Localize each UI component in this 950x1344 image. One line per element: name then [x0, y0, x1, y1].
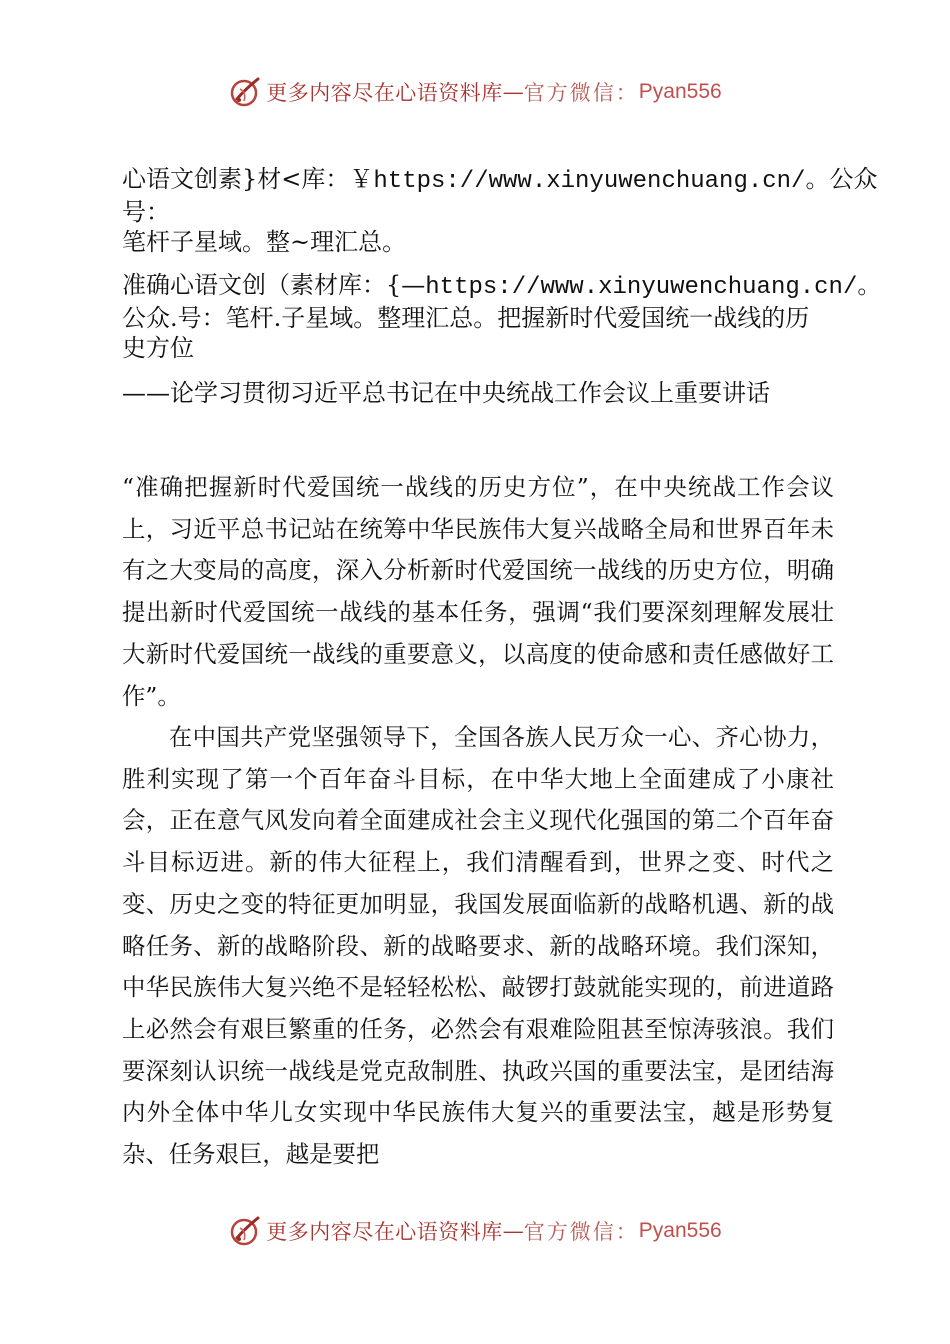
- footer-banner: [0, 1211, 950, 1251]
- source-note-2-suffix: 。: [857, 271, 882, 299]
- source-note-1: [122, 164, 882, 257]
- banner-separator: —: [502, 1219, 524, 1243]
- article-paragraph-1: “准确把握新时代爱国统一战线的历史方位”，在中央统战工作会议上，习近平总书记站在统筹中华民族伟大复兴战略全局和世界百年未有之大变局的高度，深入分析新时代爱国统一战线的历史方位，明确提出新时代爱国统一战线的基本任务，强调“我们要深刻理解发展壮大新时代爱国统一战线的重要意义，以高度的使命感和责任感做好工作”。: [122, 473, 834, 710]
- source-note-2-prefix: 准确心语文创（素材库：{—: [122, 271, 426, 299]
- source-note-1-prefix: 心语文创素}材<库：￥: [122, 165, 374, 193]
- source-url-1: https://www.xinyuwenchuang.cn/: [373, 168, 806, 195]
- source-note-2-line1: [122, 270, 882, 303]
- source-url-2: https://www.xinyuwenchuang.cn/: [425, 274, 858, 301]
- source-note-2-line3: 史方位: [122, 334, 194, 362]
- banner-text: 更多内容尽在心语资料库: [266, 1220, 503, 1244]
- source-note-2-line2: 公众.号：笔杆.子星域。整理汇总。把握新时代爱国统一战线的历: [122, 304, 810, 332]
- header-banner: [0, 72, 950, 112]
- source-note-1-line2: 笔杆子星域。整~理汇总。: [122, 228, 407, 256]
- brush-logo-icon: [228, 1214, 262, 1248]
- article-subtitle: ——论学习贯彻习近平总书记在中央统战工作会议上重要讲话: [122, 379, 770, 407]
- banner-wechat-id: Pyan556: [638, 1219, 722, 1242]
- banner-wechat-label: 官方微信：: [523, 81, 639, 105]
- banner-text: 更多内容尽在心语资料库: [266, 81, 503, 105]
- banner-separator: —: [502, 80, 524, 104]
- source-note-2: [122, 270, 882, 363]
- article-paragraph-2: 在中国共产党坚强领导下，全国各族人民万众一心、齐心协力，胜利实现了第一个百年奋斗目标，在中华大地上全面建成了小康社会，正在意气风发向着全面建成社会主义现代化强国的第二个百年奋斗目标迈进。新的伟大征程上，我们清醒看到，世界之变、时代之变、历史之变的特征更加明显，我国发展面临新的战略机遇、新的战略任务、新的战略阶段、新的战略要求、新的战略环境。我们深知，中华民族伟大复兴绝不是轻轻松松、敲锣打鼓就能实现的，前进道路上必然会有艰巨繁重的任务，必然会有艰难险阻甚至惊涛骇浪。我们要深刻认识统一战线是党克敌制胜、执政兴国的重要法宝，是团结海内外全体中华儿女实现中华民族伟大复兴的重要法宝，越是形势复杂、任务艰巨，越是要把: [122, 723, 834, 1169]
- banner-wechat-label: 官方微信：: [523, 1220, 639, 1244]
- brush-logo-icon: [228, 75, 262, 109]
- source-note-1-line1: [122, 164, 882, 227]
- source-note-1-suffix: 。公众号：: [122, 165, 878, 226]
- banner-wechat-id: Pyan556: [638, 80, 722, 103]
